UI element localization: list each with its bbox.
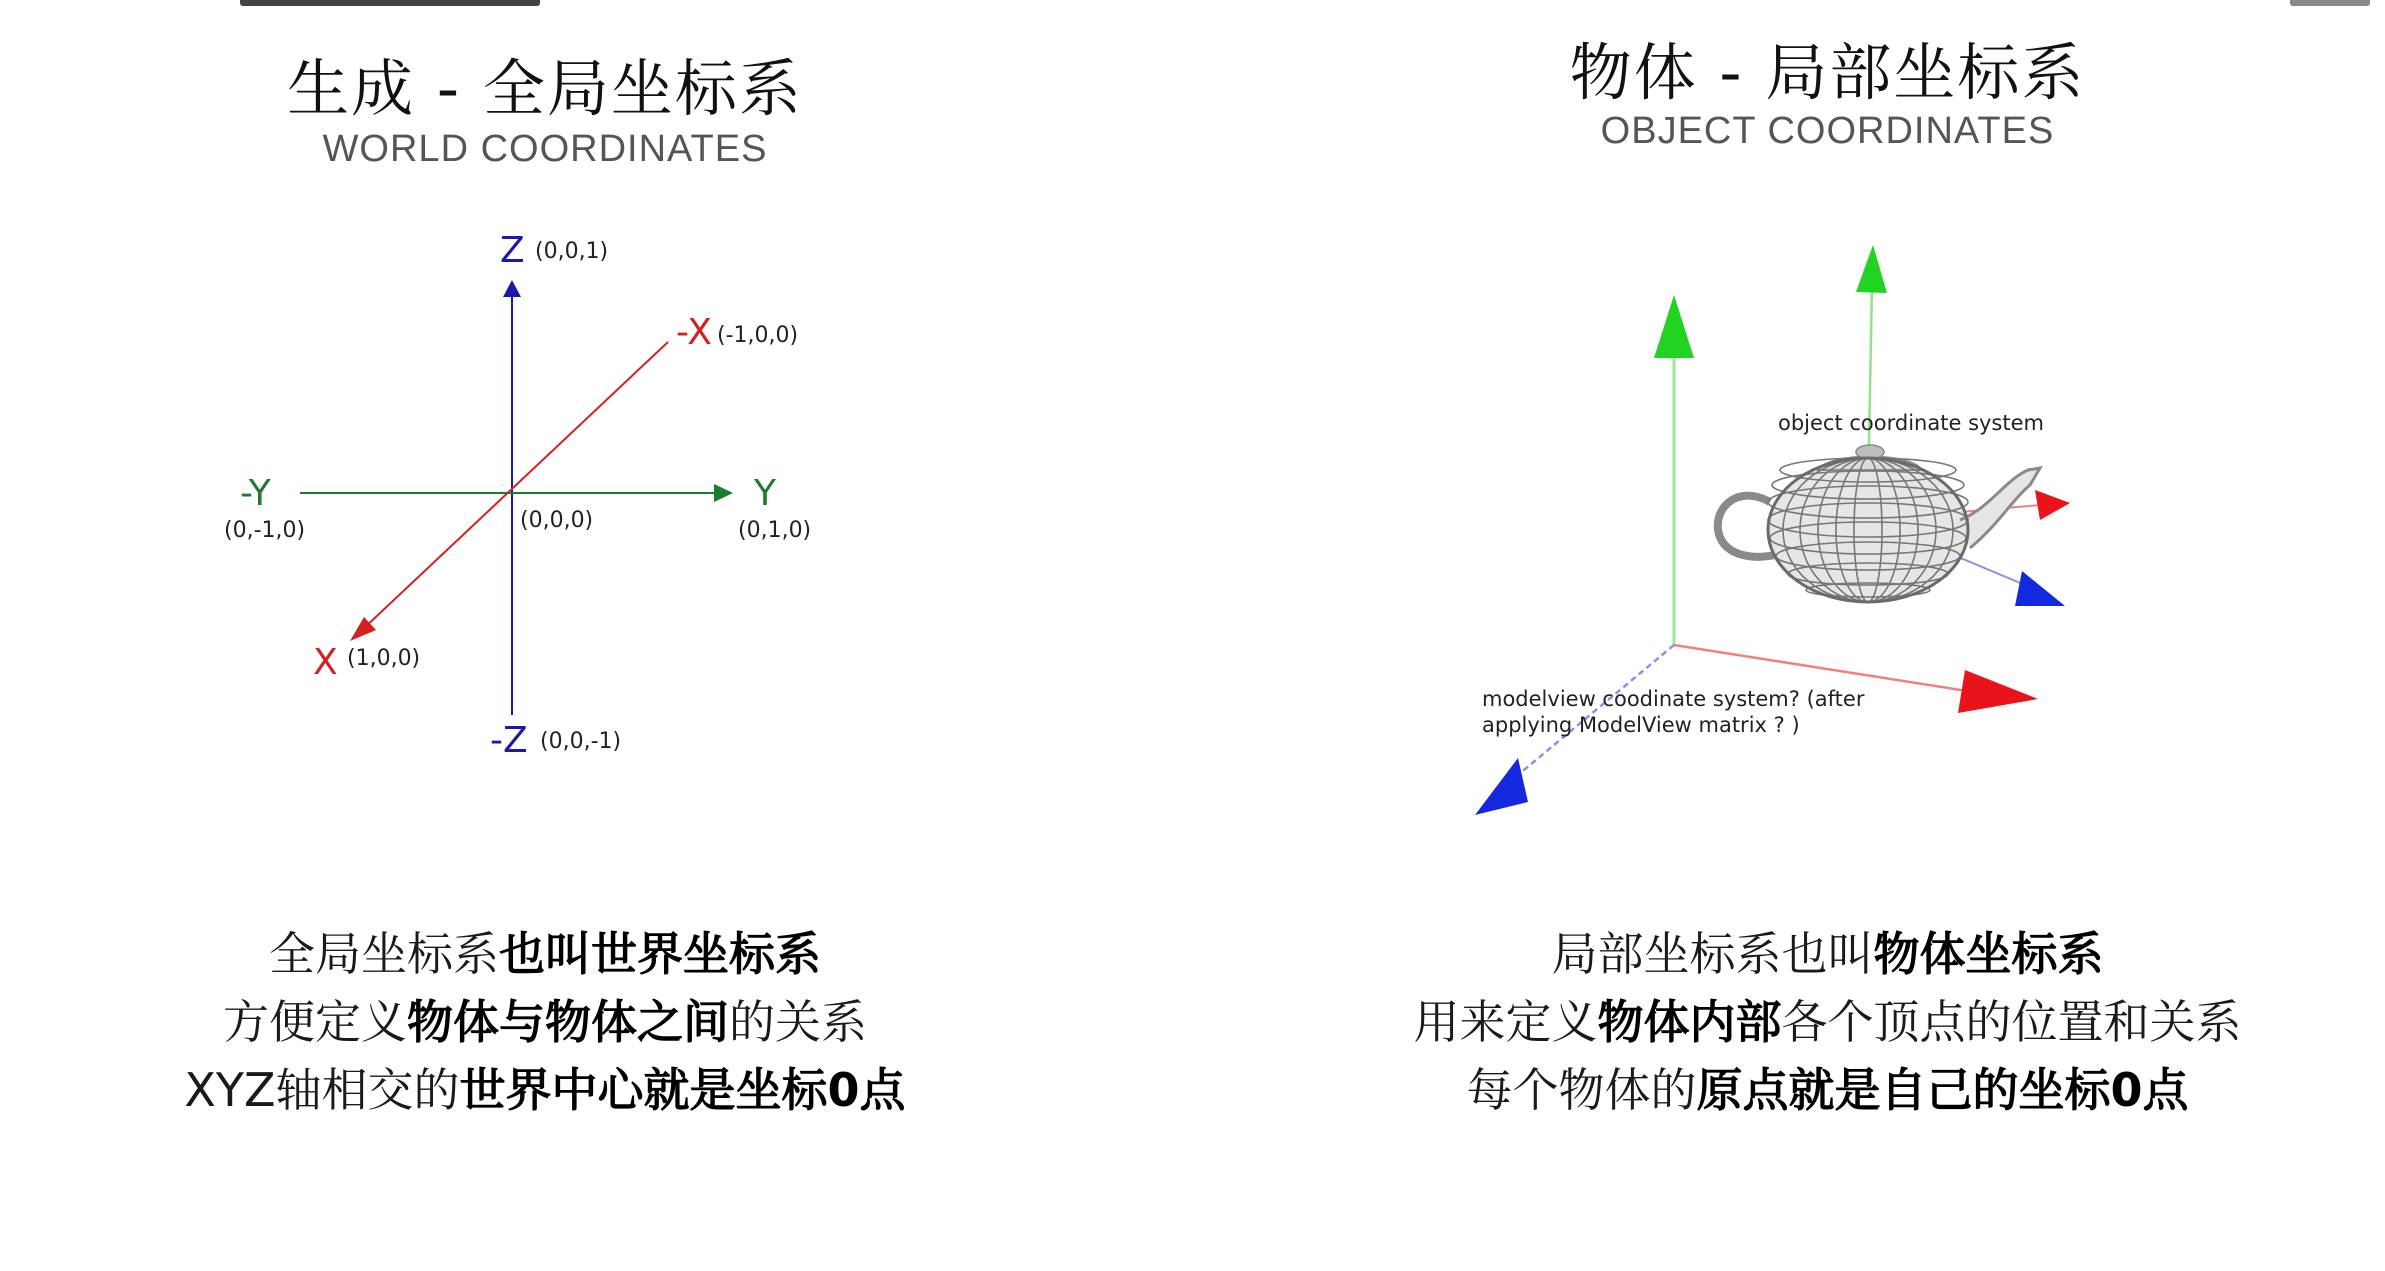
neg-x-label: -X <box>676 312 712 353</box>
neg-x-coord: (-1,0,0) <box>717 323 799 348</box>
world-caption-3b: 世界中心就是坐标0点 <box>459 1063 906 1117</box>
object-axes-diagram <box>1270 0 2385 860</box>
world-caption-2b: 物体与物体之间 <box>407 995 729 1049</box>
world-caption-2c: 的关系 <box>729 995 867 1049</box>
neg-y-coord: (0,-1,0) <box>224 518 306 543</box>
y-axis-arrowhead <box>714 484 733 502</box>
object-system-label: object coordinate system <box>1778 411 2044 435</box>
z-axis-arrowhead <box>503 280 521 297</box>
modelview-label-line2: applying ModelView matrix ? ) <box>1482 713 1800 737</box>
teapot-wireframe <box>1718 445 2040 602</box>
global-red-axis <box>1674 645 1980 693</box>
object-caption-2b: 物体内部 <box>1597 995 1782 1049</box>
object-caption-line-1 <box>1270 920 2385 988</box>
world-title: 生成 - 全局坐标系 <box>287 52 803 125</box>
neg-z-coord: (0,0,-1) <box>540 729 622 754</box>
global-green-arrowhead <box>1654 295 1694 358</box>
x-axis-line <box>362 342 668 630</box>
object-blue-arrowhead <box>2015 571 2065 606</box>
x-label: X <box>313 642 338 683</box>
z-coord: (0,0,1) <box>535 239 609 264</box>
object-green-arrowhead <box>1856 245 1887 293</box>
y-coord: (0,1,0) <box>738 518 812 543</box>
world-axes-diagram <box>0 0 1090 800</box>
object-caption-2c: 各个顶点的位置和关系 <box>1781 995 2242 1049</box>
world-caption-line-2 <box>0 988 1090 1056</box>
world-caption-1b: 也叫世界坐标系 <box>499 927 821 981</box>
modelview-label-line1: modelview coodinate system? (after <box>1482 687 1865 711</box>
neg-z-label: -Z <box>490 720 528 761</box>
object-caption-3b: 原点就是自己的坐标0点 <box>1696 1063 2189 1117</box>
object-caption-line-3 <box>1270 1056 2385 1124</box>
object-caption <box>1270 920 2385 1124</box>
object-red-arrowhead <box>2035 490 2070 520</box>
object-caption-1a: 局部坐标系也叫 <box>1551 927 1874 981</box>
world-caption-2a: 方便定义 <box>223 995 407 1049</box>
y-label: Y <box>754 473 776 514</box>
world-caption-3a: XYZ轴相交的 <box>184 1063 460 1117</box>
world-caption <box>0 920 1090 1124</box>
world-coordinates-panel <box>0 0 1090 1271</box>
z-label: Z <box>500 230 525 271</box>
origin-coord: (0,0,0) <box>520 508 594 533</box>
object-caption-2a: 用来定义 <box>1413 995 1598 1049</box>
global-red-arrowhead <box>1958 670 2038 713</box>
neg-y-label: -Y <box>240 473 271 514</box>
object-title: 物体 - 局部坐标系 <box>1569 36 2086 109</box>
object-caption-1b: 物体坐标系 <box>1873 927 2104 981</box>
object-caption-line-2 <box>1270 988 2385 1056</box>
world-caption-line-3 <box>0 1056 1090 1124</box>
object-caption-3a: 每个物体的 <box>1466 1063 1697 1117</box>
global-blue-arrowhead <box>1475 758 1528 815</box>
x-coord: (1,0,0) <box>347 646 421 671</box>
object-subtitle: OBJECT COORDINATES <box>1600 110 2055 152</box>
world-subtitle: WORLD COORDINATES <box>322 128 768 170</box>
world-caption-1a: 全局坐标系 <box>269 927 499 981</box>
world-caption-line-1 <box>0 920 1090 988</box>
object-coordinates-panel <box>1270 0 2385 1271</box>
